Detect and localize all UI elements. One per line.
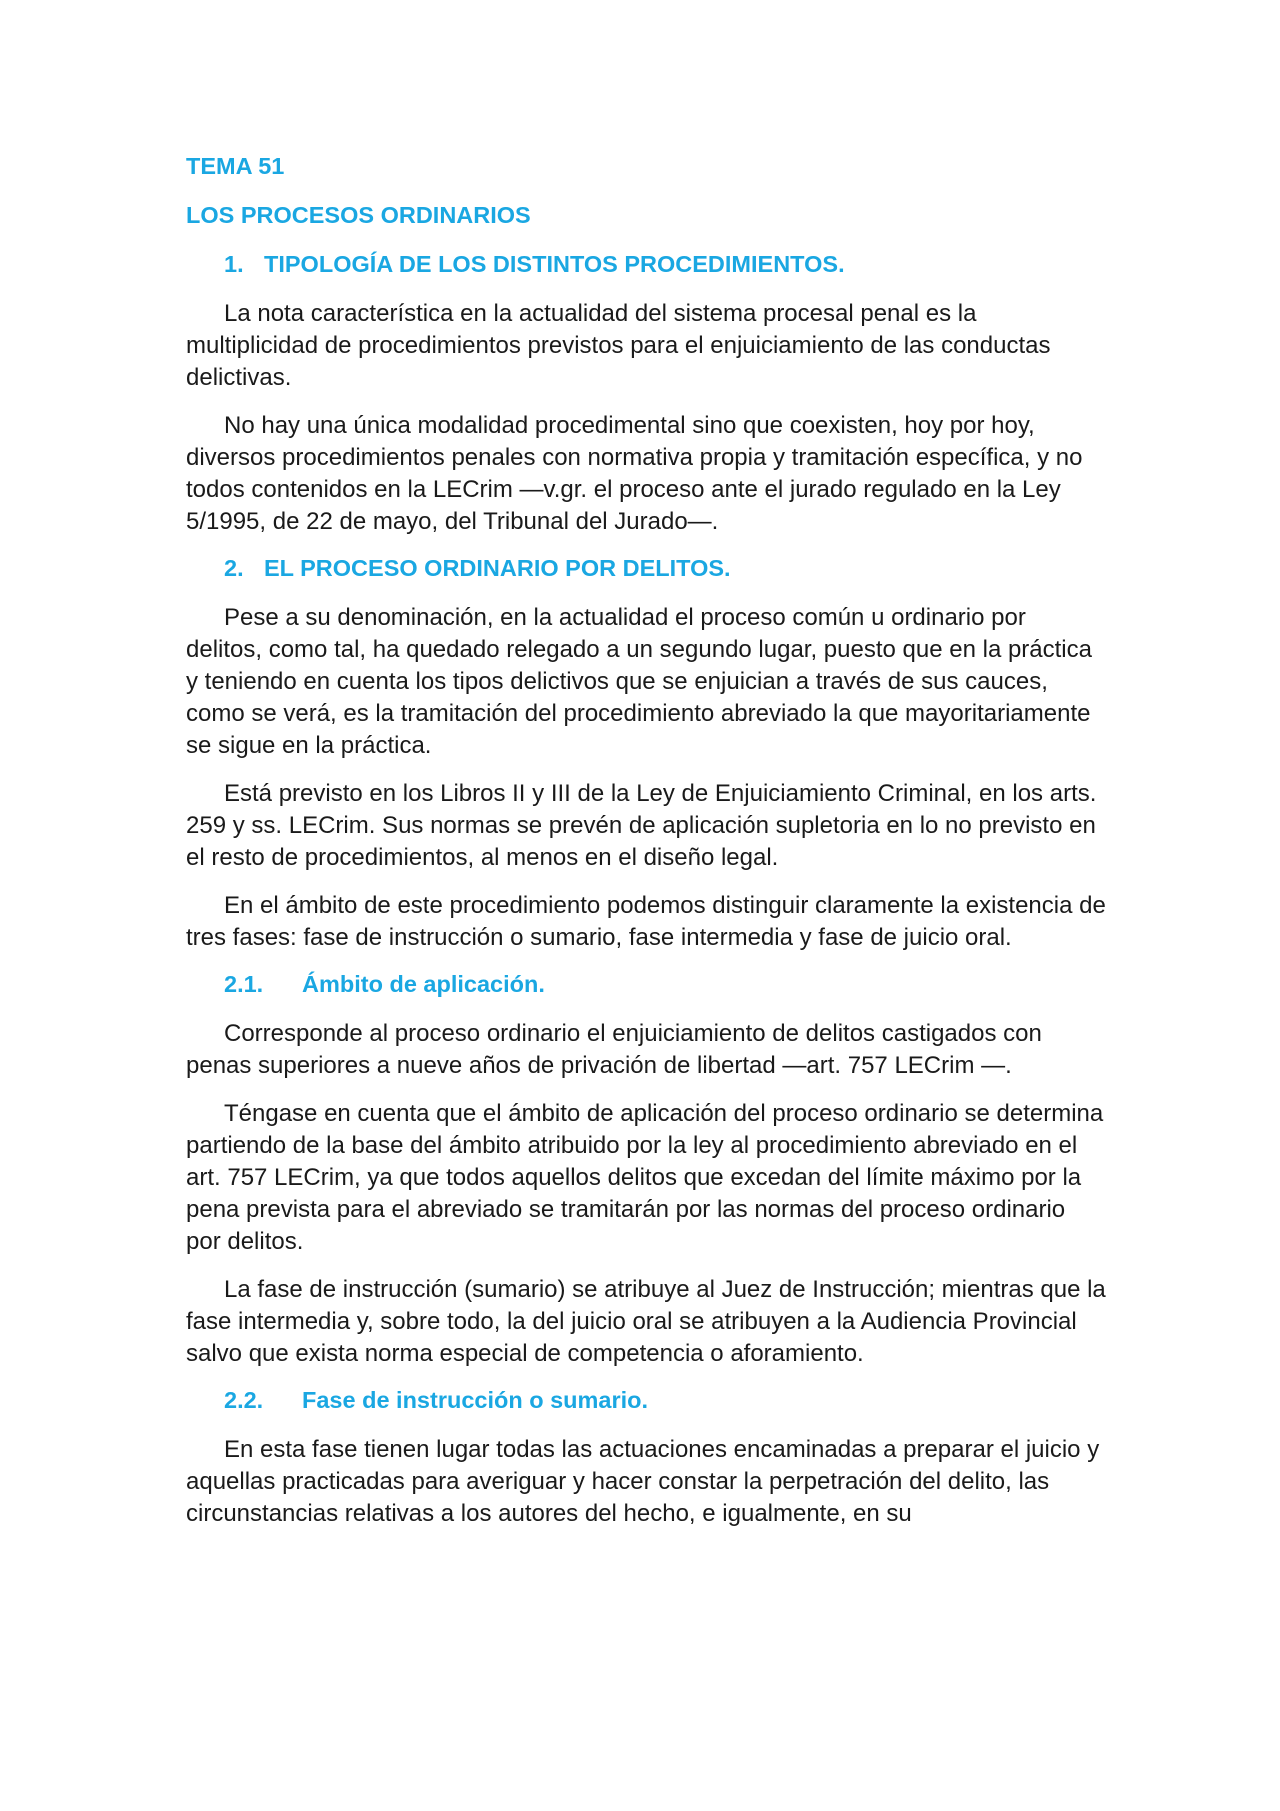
paragraph: Téngase en cuenta que el ámbito de aplicación del proceso ordinario se determina partiendo de la base del ámbito atribuido por la ley al procedimiento abreviado en el art. 757 LECrim, ya que todos aquellos delitos que excedan del límite máximo por la pena prevista para el abreviado se tramitarán por las normas del proceso ordinario por delitos. <box>186 1100 1104 1255</box>
paragraph: La fase de instrucción (sumario) se atribuye al Juez de Instrucción; mientras que la fase intermedia y, sobre todo, la del juicio oral se atribuyen a la Audiencia Provincial salvo que exista norma especial de competencia o aforamiento. <box>186 1276 1106 1367</box>
paragraph: En esta fase tienen lugar todas las actuaciones encaminadas a preparar el juicio y aquellas practicadas para averiguar y hacer constar la perpetración del delito, las circunstancias relativas a los autores del hecho, e igualmente, en su <box>186 1436 1100 1527</box>
section-title: Fase de instrucción o sumario. <box>302 1387 649 1413</box>
section-title: TIPOLOGÍA DE LOS DISTINTOS PROCEDIMIENTOS. <box>264 251 845 277</box>
section-title: Ámbito de aplicación. <box>302 971 545 997</box>
section-heading-2 <box>224 554 1106 582</box>
paragraph: La nota característica en la actualidad del sistema procesal penal es la multiplicidad de procedimientos previstos para el enjuiciamiento de las conductas delictivas. <box>186 300 1051 391</box>
section-heading-2-1 <box>224 970 1106 998</box>
document-title: LOS PROCESOS ORDINARIOS <box>186 202 531 228</box>
paragraph: Corresponde al proceso ordinario el enjuiciamiento de delitos castigados con penas superiores a nueve años de privación de libertad —art. 757 LECrim —. <box>186 1020 1042 1079</box>
section-heading-1 <box>224 250 1106 278</box>
section-number: 2.1. <box>224 971 264 997</box>
paragraph: Está previsto en los Libros II y III de la Ley de Enjuiciamiento Criminal, en los arts. 259 y ss. LECrim. Sus normas se prevén de aplicación supletoria en lo no previsto en el resto de procedimientos, al menos en el diseño legal. <box>186 780 1097 871</box>
paragraph: No hay una única modalidad procedimental sino que coexisten, hoy por hoy, diversos procedimientos penales con normativa propia y tramitación específica, y no todos contenidos en la LECrim —v.gr. el proceso ante el jurado regulado en la Ley 5/1995, de 22 de mayo, del Tribunal del Jurado—. <box>186 412 1083 535</box>
section-heading-2-2 <box>224 1386 1106 1414</box>
section-title: EL PROCESO ORDINARIO POR DELITOS. <box>264 555 731 581</box>
paragraph: En el ámbito de este procedimiento podemos distinguir claramente la existencia de tres fases: fase de instrucción o sumario, fase intermedia y fase de juicio oral. <box>186 892 1106 951</box>
document-page <box>186 152 1106 1546</box>
tema-label: TEMA 51 <box>186 153 285 179</box>
section-number: 2. <box>224 555 244 581</box>
section-number: 1. <box>224 251 244 277</box>
section-number: 2.2. <box>224 1387 264 1413</box>
paragraph: Pese a su denominación, en la actualidad el proceso común u ordinario por delitos, como tal, ha quedado relegado a un segundo lugar, puesto que en la práctica y teniendo en cuenta los tipos delictivos que se enjuician a través de sus cauces, como se verá, es la tramitación del procedimiento abreviado la que mayoritariamente se sigue en la práctica. <box>186 604 1092 759</box>
